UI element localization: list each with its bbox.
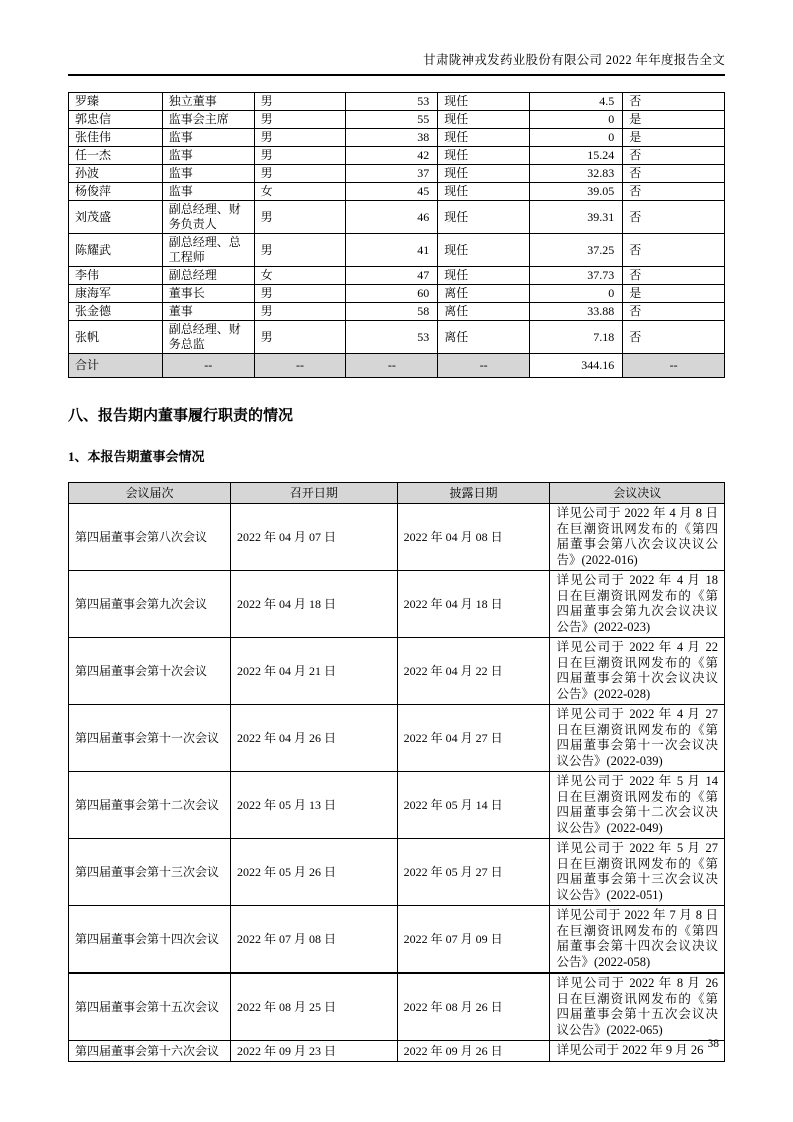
officer-status: 现任 (438, 147, 530, 165)
officer-name: 康海军 (69, 285, 163, 303)
officer-name: 张帆 (69, 321, 163, 354)
total-dash: -- (162, 354, 254, 378)
meeting-disclose-date: 2022 年 04 月 18 日 (397, 571, 550, 638)
officer-age: 37 (346, 165, 438, 183)
officer-status: 现任 (438, 201, 530, 234)
officer-age: 47 (346, 267, 438, 285)
officer-row (69, 285, 725, 303)
meeting-session: 第四届董事会第十六次会议 (69, 1041, 231, 1062)
meeting-convene-date: 2022 年 04 月 07 日 (231, 504, 398, 571)
officer-status: 现任 (438, 111, 530, 129)
meeting-resolution: 详见公司于 2022 年 4 月 8 日在巨潮资讯网发布的《第四届董事会第八次会议决议公告》(2022-016) (550, 504, 725, 571)
meeting-session: 第四届董事会第十五次会议 (69, 973, 231, 1041)
officer-shareholder-paid-flag: 否 (623, 183, 725, 201)
meeting-row (69, 839, 725, 906)
officer-age: 55 (346, 111, 438, 129)
meeting-row (69, 1041, 725, 1062)
meeting-disclose-date: 2022 年 05 月 14 日 (397, 772, 550, 839)
meeting-session: 第四届董事会第十二次会议 (69, 772, 231, 839)
officer-name: 刘茂盛 (69, 201, 163, 234)
officer-pay: 32.83 (530, 165, 623, 183)
officers-total-row (69, 354, 725, 378)
officer-shareholder-paid-flag: 否 (623, 267, 725, 285)
officer-position: 副总经理 (162, 267, 254, 285)
total-dash: -- (346, 354, 438, 378)
officer-name: 孙波 (69, 165, 163, 183)
meeting-disclose-date: 2022 年 08 月 26 日 (397, 973, 550, 1041)
meeting-session: 第四届董事会第九次会议 (69, 571, 231, 638)
officer-position: 独立董事 (162, 93, 254, 111)
officer-pay: 0 (530, 285, 623, 303)
officer-pay: 0 (530, 111, 623, 129)
meeting-session: 第四届董事会第十一次会议 (69, 705, 231, 772)
total-pay: 344.16 (530, 354, 623, 378)
officer-name: 任一杰 (69, 147, 163, 165)
officer-gender: 女 (254, 183, 346, 201)
officer-pay: 37.73 (530, 267, 623, 285)
board-meetings-table (68, 482, 725, 1062)
officer-pay: 33.88 (530, 303, 623, 321)
section-heading: 八、报告期内董事履行职责的情况 (68, 408, 294, 424)
officer-gender: 女 (254, 267, 346, 285)
officer-status: 现任 (438, 165, 530, 183)
officer-pay: 4.5 (530, 93, 623, 111)
meeting-convene-date: 2022 年 05 月 13 日 (231, 772, 398, 839)
meeting-disclose-date: 2022 年 04 月 27 日 (397, 705, 550, 772)
officer-status: 现任 (438, 267, 530, 285)
meeting-convene-date: 2022 年 08 月 25 日 (231, 973, 398, 1041)
officer-age: 53 (346, 93, 438, 111)
total-dash: -- (254, 354, 346, 378)
meeting-resolution: 详见公司于 2022 年 4 月 27 日在巨潮资讯网发布的《第四届董事会第十一次会议决议公告》(2022-039) (550, 705, 725, 772)
officer-gender: 男 (254, 165, 346, 183)
meeting-resolution: 详见公司于 2022 年 4 月 18 日在巨潮资讯网发布的《第四届董事会第九次会议决议公告》(2022-023) (550, 571, 725, 638)
officer-pay: 0 (530, 129, 623, 147)
officer-name: 李伟 (69, 267, 163, 285)
officer-gender: 男 (254, 129, 346, 147)
meeting-resolution: 详见公司于 2022 年 8 月 26 日在巨潮资讯网发布的《第四届董事会第十五次会议决议公告》(2022-065) (550, 973, 725, 1041)
officer-status: 离任 (438, 321, 530, 354)
officer-row (69, 147, 725, 165)
meeting-session: 第四届董事会第十四次会议 (69, 906, 231, 974)
officer-age: 42 (346, 147, 438, 165)
officer-position: 副总经理、财务负责人 (162, 201, 254, 234)
officer-pay: 15.24 (530, 147, 623, 165)
meeting-disclose-date: 2022 年 04 月 22 日 (397, 638, 550, 705)
officers-compensation-table (68, 92, 725, 378)
officer-status: 现任 (438, 183, 530, 201)
officer-age: 38 (346, 129, 438, 147)
officer-shareholder-paid-flag: 是 (623, 111, 725, 129)
officer-gender: 男 (254, 321, 346, 354)
meeting-session: 第四届董事会第十次会议 (69, 638, 231, 705)
officer-shareholder-paid-flag: 否 (623, 165, 725, 183)
officer-name: 张佳伟 (69, 129, 163, 147)
page-header (68, 0, 725, 76)
officer-name: 杨俊萍 (69, 183, 163, 201)
officer-name: 罗臻 (69, 93, 163, 111)
page-number: 38 (707, 1038, 719, 1050)
meeting-row (69, 504, 725, 571)
officer-position: 副总经理、总工程师 (162, 234, 254, 267)
header-convene-date: 召开日期 (231, 483, 398, 504)
meeting-disclose-date: 2022 年 07 月 09 日 (397, 906, 550, 974)
officer-row (69, 129, 725, 147)
meetings-header-row (69, 483, 725, 504)
officer-shareholder-paid-flag: 否 (623, 147, 725, 165)
officer-position: 监事 (162, 165, 254, 183)
meeting-disclose-date: 2022 年 05 月 27 日 (397, 839, 550, 906)
officer-status: 现任 (438, 93, 530, 111)
officer-age: 41 (346, 234, 438, 267)
meeting-disclose-date: 2022 年 09 月 26 日 (397, 1041, 550, 1062)
officer-position: 监事 (162, 129, 254, 147)
officer-row (69, 111, 725, 129)
meeting-row (69, 906, 725, 974)
meeting-convene-date: 2022 年 09 月 23 日 (231, 1041, 398, 1062)
meeting-convene-date: 2022 年 05 月 26 日 (231, 839, 398, 906)
officer-age: 58 (346, 303, 438, 321)
officer-gender: 男 (254, 234, 346, 267)
meeting-resolution: 详见公司于 2022 年 4 月 22 日在巨潮资讯网发布的《第四届董事会第十次会议决议公告》(2022-028) (550, 638, 725, 705)
total-label: 合计 (69, 354, 163, 378)
officer-shareholder-paid-flag: 否 (623, 93, 725, 111)
officer-name: 郭忠信 (69, 111, 163, 129)
officer-age: 46 (346, 201, 438, 234)
total-dash: -- (438, 354, 530, 378)
meeting-resolution: 详见公司于 2022 年 5 月 14 日在巨潮资讯网发布的《第四届董事会第十二次会议决议公告》(2022-049) (550, 772, 725, 839)
officer-gender: 男 (254, 303, 346, 321)
meeting-resolution: 详见公司于 2022 年 9 月 26 (550, 1041, 725, 1062)
officer-shareholder-paid-flag: 否 (623, 234, 725, 267)
officer-gender: 男 (254, 285, 346, 303)
meeting-disclose-date: 2022 年 04 月 08 日 (397, 504, 550, 571)
officer-status: 现任 (438, 129, 530, 147)
officer-shareholder-paid-flag: 否 (623, 321, 725, 354)
meeting-row (69, 571, 725, 638)
officer-shareholder-paid-flag: 否 (623, 303, 725, 321)
officer-status: 离任 (438, 303, 530, 321)
meeting-resolution: 详见公司于 2022 年 5 月 27 日在巨潮资讯网发布的《第四届董事会第十三次会议决议公告》(2022-051) (550, 839, 725, 906)
officer-shareholder-paid-flag: 是 (623, 285, 725, 303)
officer-position: 董事 (162, 303, 254, 321)
officer-gender: 男 (254, 147, 346, 165)
meeting-convene-date: 2022 年 07 月 08 日 (231, 906, 398, 974)
officer-position: 监事 (162, 183, 254, 201)
officer-pay: 39.05 (530, 183, 623, 201)
officer-status: 离任 (438, 285, 530, 303)
meeting-convene-date: 2022 年 04 月 26 日 (231, 705, 398, 772)
officer-shareholder-paid-flag: 否 (623, 201, 725, 234)
officer-gender: 男 (254, 111, 346, 129)
meeting-row (69, 705, 725, 772)
officer-row (69, 201, 725, 234)
officer-pay: 7.18 (530, 321, 623, 354)
meeting-row (69, 973, 725, 1041)
meeting-row (69, 772, 725, 839)
officer-name: 陈耀武 (69, 234, 163, 267)
officer-row (69, 183, 725, 201)
officer-position: 监事 (162, 147, 254, 165)
officer-pay: 39.31 (530, 201, 623, 234)
officer-row (69, 234, 725, 267)
officer-position: 副总经理、财务总监 (162, 321, 254, 354)
officer-shareholder-paid-flag: 是 (623, 129, 725, 147)
officer-row (69, 165, 725, 183)
officer-row (69, 321, 725, 354)
header-session: 会议届次 (69, 483, 231, 504)
officer-gender: 男 (254, 93, 346, 111)
meeting-convene-date: 2022 年 04 月 18 日 (231, 571, 398, 638)
report-title: 甘肃陇神戎发药业股份有限公司 2022 年年度报告全文 (423, 53, 725, 67)
meeting-convene-date: 2022 年 04 月 21 日 (231, 638, 398, 705)
officer-status: 现任 (438, 234, 530, 267)
officer-age: 53 (346, 321, 438, 354)
officer-position: 监事会主席 (162, 111, 254, 129)
total-dash: -- (623, 354, 725, 378)
officer-position: 董事长 (162, 285, 254, 303)
officer-name: 张金德 (69, 303, 163, 321)
officer-row (69, 303, 725, 321)
officer-age: 60 (346, 285, 438, 303)
meeting-session: 第四届董事会第十三次会议 (69, 839, 231, 906)
officer-age: 45 (346, 183, 438, 201)
meeting-session: 第四届董事会第八次会议 (69, 504, 231, 571)
meeting-row (69, 638, 725, 705)
header-disclose-date: 披露日期 (397, 483, 550, 504)
officer-row (69, 267, 725, 285)
officer-gender: 男 (254, 201, 346, 234)
meeting-resolution: 详见公司于 2022 年 7 月 8 日在巨潮资讯网发布的《第四届董事会第十四次会议决议公告》(2022-058) (550, 906, 725, 974)
officer-row (69, 93, 725, 111)
officer-pay: 37.25 (530, 234, 623, 267)
header-resolution: 会议决议 (550, 483, 725, 504)
sub-heading: 1、本报告期董事会情况 (68, 449, 205, 464)
